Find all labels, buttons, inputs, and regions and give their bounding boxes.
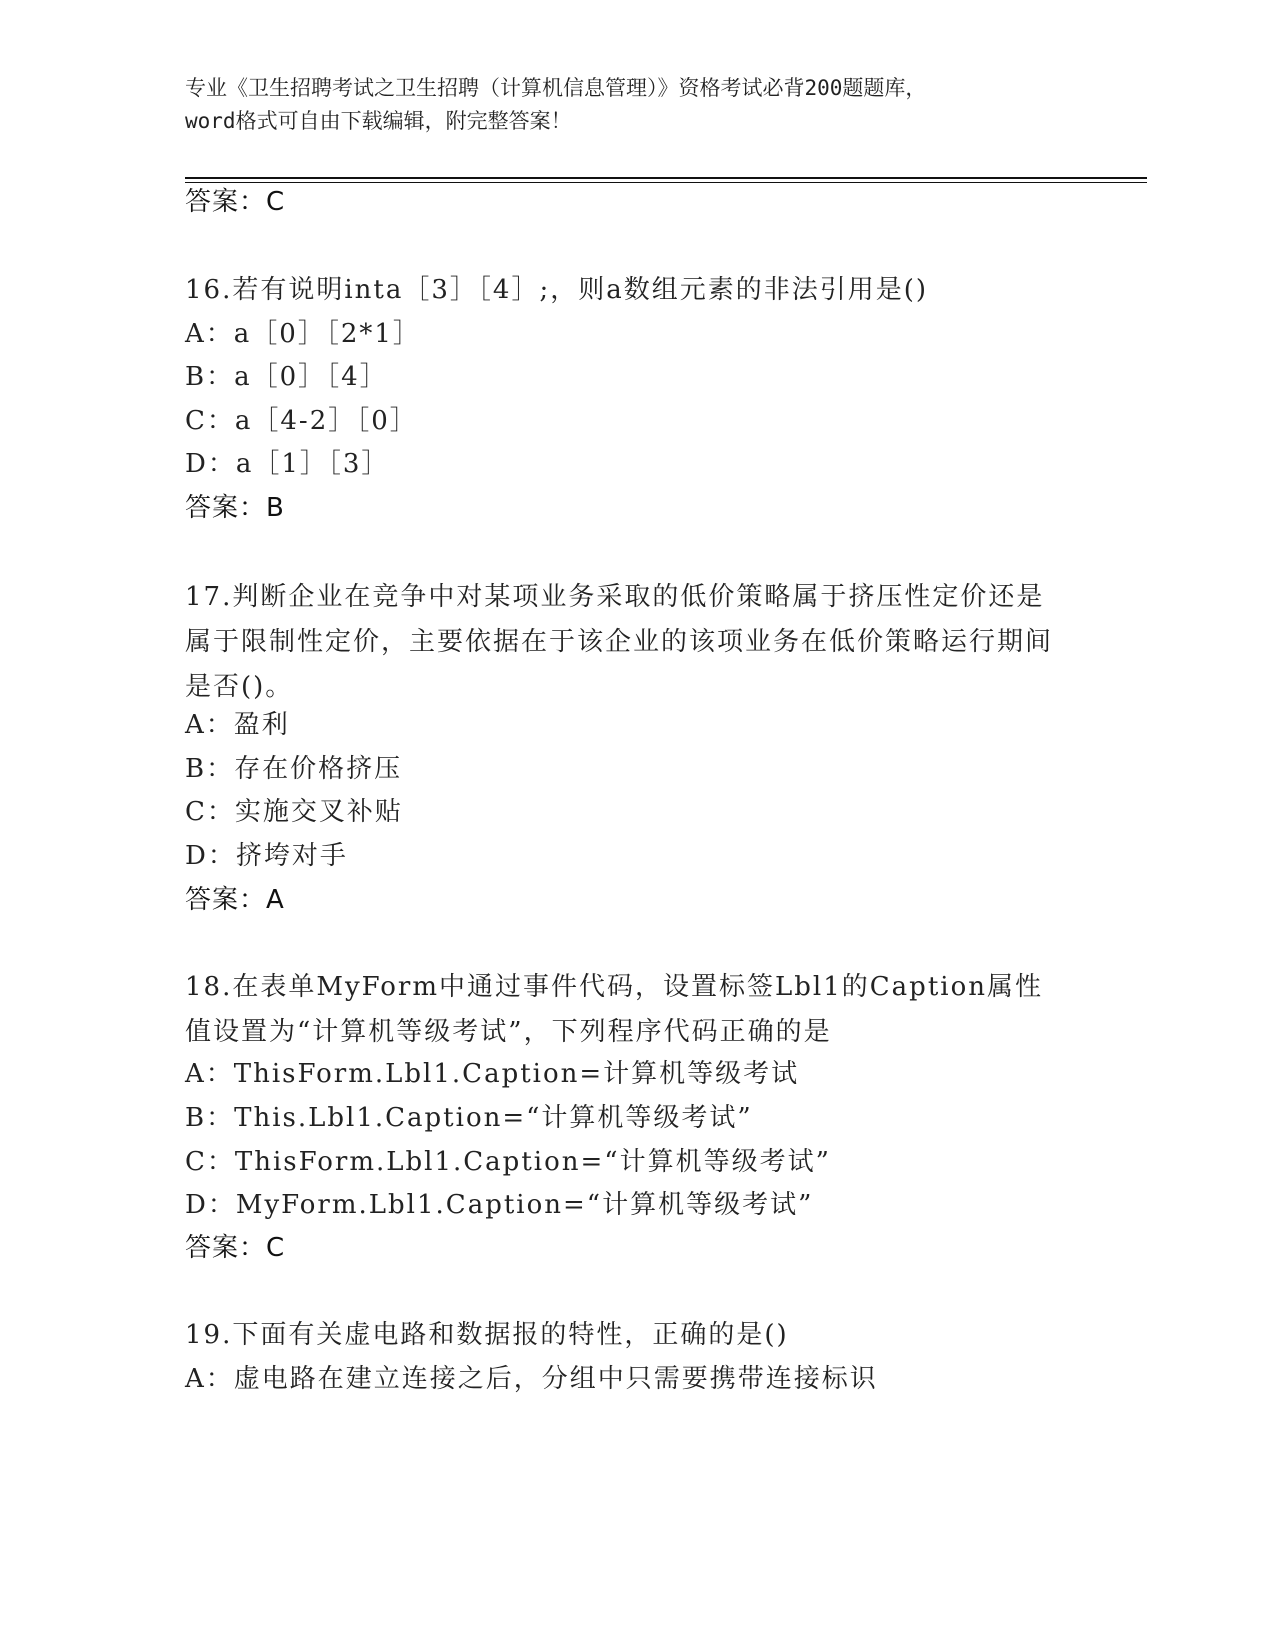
question-18-option-c: C：ThisForm.Lbl1.Caption=“计算机等级考试”	[185, 1147, 831, 1177]
question-16-stem: 16.若有说明inta［3］［4］;，则a数组元素的非法引用是()	[185, 275, 928, 305]
question-18-option-a: A：ThisForm.Lbl1.Caption=计算机等级考试	[185, 1059, 800, 1089]
question-17-option-b: B：存在价格挤压	[185, 754, 403, 784]
question-17-answer: 答案：A	[185, 885, 285, 915]
question-18-option-d: D：MyForm.Lbl1.Caption=“计算机等级考试”	[185, 1190, 814, 1220]
question-17-stem: 17.判断企业在竞争中对某项业务采取的低价策略属于挤压性定价还是属于限制性定价，主要依据在于该企业的该项业务在低价策略运行期间是否()。	[185, 582, 1054, 702]
previous-answer: 答案：C	[185, 187, 286, 217]
question-16-option-a: A：a［0］［2*1］	[185, 319, 421, 349]
header-title-line1: 专业《卫生招聘考试之卫生招聘（计算机信息管理）》资格考试必背200题题库，	[185, 76, 927, 100]
question-16-option-b: B：a［0］［4］	[185, 362, 388, 392]
header-divider-thin	[185, 182, 1147, 183]
question-18-stem: 18.在表单MyForm中通过事件代码，设置标签Lbl1的Caption属性值设置为“计算机等级考试”，下列程序代码正确的是	[185, 972, 1043, 1047]
question-16-option-c: C：a［4-2］［0］	[185, 406, 418, 436]
question-19-stem: 19.下面有关虚电路和数据报的特性，正确的是()	[185, 1320, 789, 1350]
question-17-option-a: A：盈利	[185, 710, 290, 740]
question-17-option-d: D：挤垮对手	[185, 841, 348, 871]
question-18-answer: 答案：C	[185, 1233, 286, 1263]
question-18-option-b: B：This.Lbl1.Caption=“计算机等级考试”	[185, 1103, 753, 1133]
question-16-answer: 答案：B	[185, 493, 285, 523]
document-header	[185, 72, 1085, 138]
question-17-option-c: C：实施交叉补贴	[185, 797, 403, 827]
header-title-line2: word格式可自由下载编辑，附完整答案！	[185, 109, 572, 133]
question-16-option-d: D：a［1］［3］	[185, 449, 390, 479]
question-19-option-a: A：虚电路在建立连接之后，分组中只需要携带连接标识	[185, 1364, 878, 1394]
header-divider	[185, 177, 1147, 179]
